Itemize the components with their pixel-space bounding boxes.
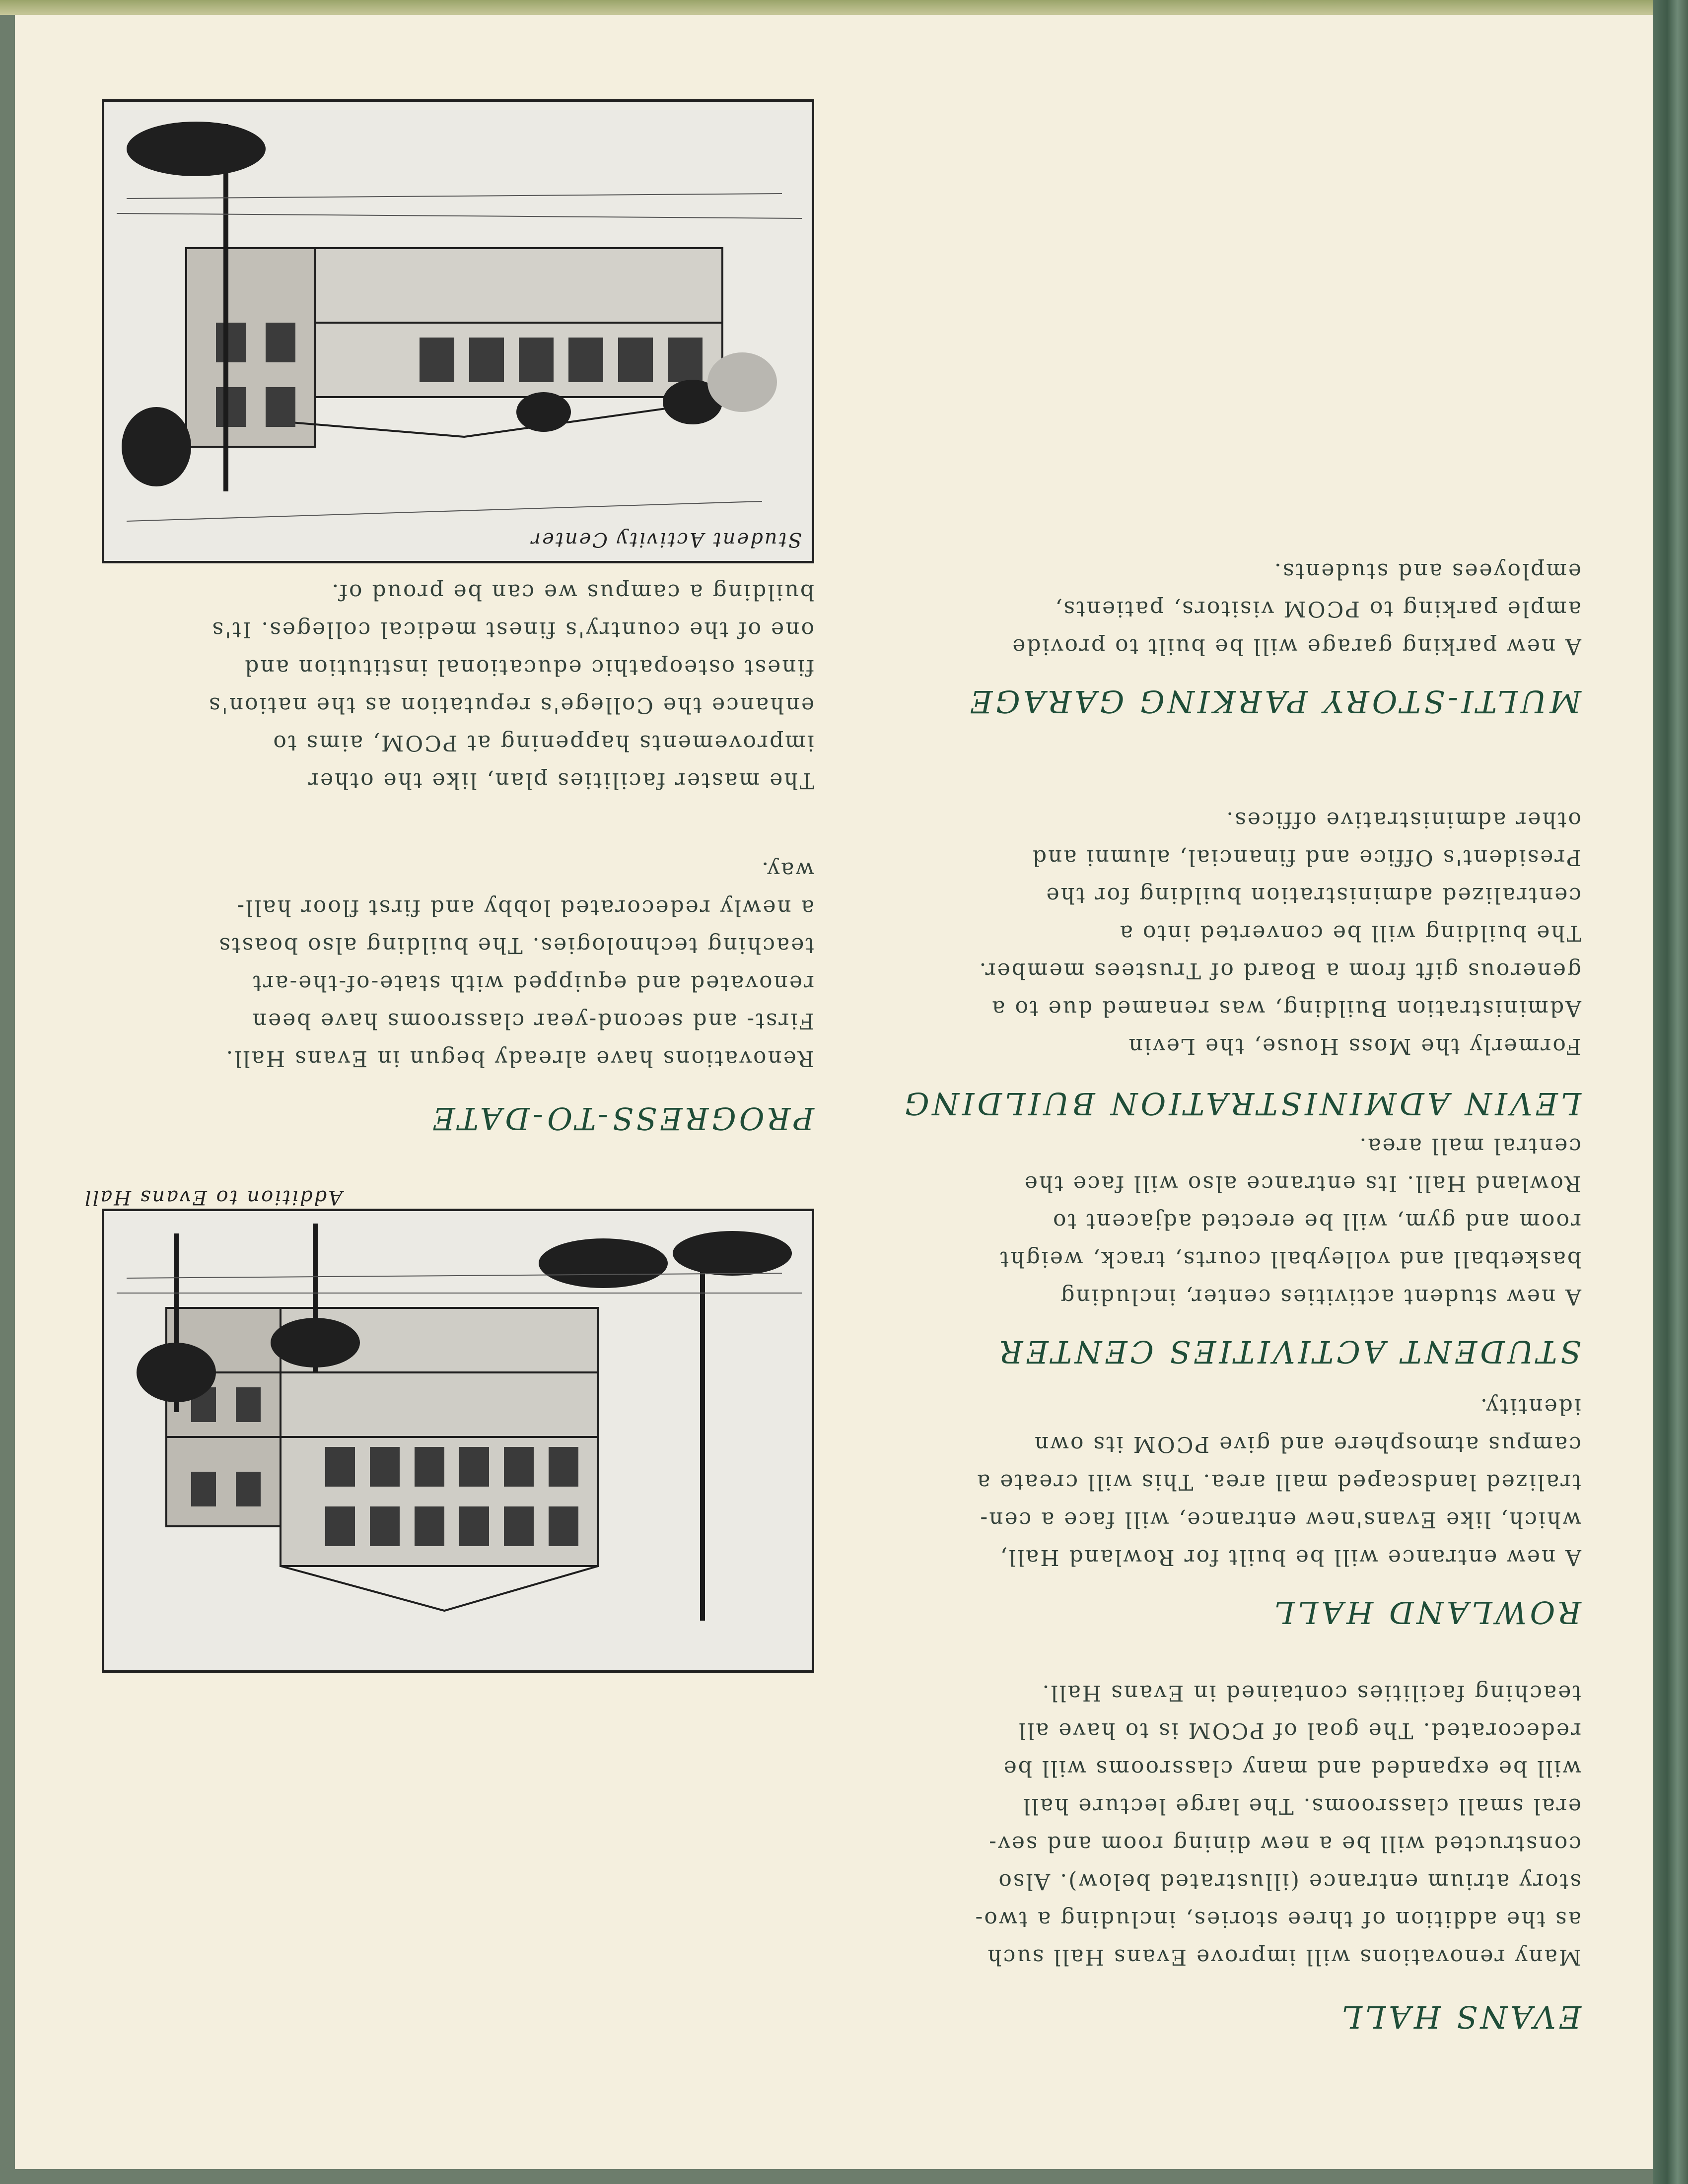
levin-administration-body: Formerly the Moss House, the Levin Administration Building, was renamed due to a generous gift from a Board of Trustees member. The building will be converted into a centralized administration building for the President's Office and financial, alumni and other administrative offices. [978,807,1581,1059]
parking-garage-body: A new parking garage will be built to provide ample parking to PCOM visitors, patients, employees and students. [1011,558,1581,659]
progress-to-date-closing: The master facilities plan, like the other improvements happening at PCOM, aims to enhance the College's reputation as the nation's finest osteopathic educational institution and one of the country's finest medical colleges. It's building a campus we can be proud of. [208,579,814,793]
student-activities-center-heading: STUDENT ACTIVITIES CENTER [996,1334,1581,1370]
student-center-figure [102,99,814,563]
student-activities-center-body: A new student activities center, including basketball and volleyball courts, track, weight room and gym, will be erected adjacent to Rowland Hall. Its entrance also will face the central mall area. [998,1133,1581,1309]
binding-edge [1653,0,1688,2184]
progress-to-date-body: Renovations have already begun in Evans Hall. First- and second-year classrooms have been renovated and equipped with state-of-the-art teaching technologies. The building also boasts a newly redecorated lobby and first floor hall- way. [217,857,814,1071]
rowland-hall-heading: ROWLAND HALL [1271,1594,1581,1631]
progress-to-date-heading: PROGRESS-TO-DATE [429,1100,814,1137]
student-center-caption: Student Activity Center [530,528,802,551]
student-center-sketch [104,102,812,561]
evans-hall-body: Many renovations will improve Evans Hall such as the addition of three stories, including a two- story atrium entrance (illustrated below). Also constructed will be a new dining room and sev- eral small classrooms. The large lecture hall will be expanded and many classrooms will be redecorated. The goal of PCOM is to have all teaching facilities contained in Evans Hall. [974,1680,1581,1970]
evans-hall-heading: EVANS HALL [1338,1999,1581,2035]
evans-addition-caption: Addition to Evans Hall [83,1186,343,1209]
evans-addition-sketch [104,1211,812,1670]
evans-addition-figure [102,1209,814,1673]
levin-administration-heading: LEVIN ADMINISTRATION BUILDING [902,1086,1581,1122]
parking-garage-heading: MULTI-STORY PARKING GARAGE [967,683,1581,720]
page-top-edge [0,0,1688,15]
rowland-hall-body: A new entrance will be built for Rowland Hall, which, like Evans'new entrance, will face a cen- tralized landscaped mall area. This will create a campus atmosphere and give PCOM its own identity. [976,1394,1581,1570]
brochure-sheet [15,15,1653,2169]
